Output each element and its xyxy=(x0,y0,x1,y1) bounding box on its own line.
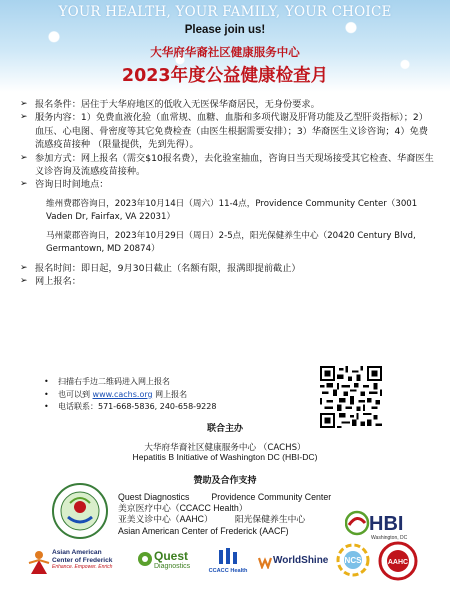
sponsors-heading: 赞助及合作支持 xyxy=(193,476,257,486)
worldshine-mark-icon xyxy=(258,555,272,569)
sponsor-quest: Quest Diagnostics xyxy=(118,492,190,502)
header-banner xyxy=(0,0,450,92)
scan-text: 扫描右手边二维码进入网上报名 xyxy=(58,377,170,386)
list-item xyxy=(118,503,368,514)
visit-suffix: 网上报名 xyxy=(155,389,188,399)
bullet-arrow-icon: ➢ xyxy=(20,262,28,273)
aacf-figure-icon xyxy=(28,550,50,576)
schedule-list xyxy=(46,198,434,256)
quest-mark-icon xyxy=(137,551,153,567)
hbi-wordmark: HBI xyxy=(369,513,404,535)
ccacc-mark-icon xyxy=(217,548,239,566)
bullet-arrow-icon: ➢ xyxy=(20,112,28,123)
phone-text: 电话联系：571-668-5836, 240-658-9228 xyxy=(58,402,217,411)
quest-sub: Diagnostics xyxy=(154,563,191,570)
org-name: 大华府华裔社区健康服务中心 xyxy=(150,45,300,59)
hbi-logo xyxy=(345,503,407,543)
bullet-dot-icon: • xyxy=(44,402,49,411)
services-text: 服务内容：1）免费血液化验（血常规、血糖、血脂和多项代谢及肝肾功能及乙型肝炎指标）；2）血压、心电图、骨密度等其它免费检查（由医生根据需要安排）；3）华裔医生义诊咨询；4）免费流感疫苗接种 （限量提供，先到先得）。 xyxy=(35,112,428,151)
quest-logo xyxy=(137,548,199,578)
aacf-line-2: Center of Frederick xyxy=(52,556,113,564)
eligibility-item xyxy=(20,98,434,111)
cohost-cachs: 大华府华裔社区健康服务中心 （CACHS） xyxy=(144,443,306,453)
cohost-hbi: Hepatitis B Initiative of Washington DC (HBI-DC) xyxy=(132,452,318,462)
participation-item xyxy=(20,152,434,179)
online-item xyxy=(20,275,434,288)
schedule-maryland: 马州蒙郡咨询日，2023年10月29日（周日）2-5点，阳光保健养生中心（20420 Century Blvd, Germantown, MD 20874） xyxy=(46,230,416,254)
website-link[interactable]: www.cachs.org xyxy=(92,389,153,399)
cohost-heading: 联合主办 xyxy=(206,424,243,434)
details-section xyxy=(20,98,434,289)
worldshine-logo xyxy=(258,552,330,572)
list-item xyxy=(118,514,368,525)
flyer-title: 2023年度公益健康检查月 xyxy=(121,66,329,86)
worldshine-word: WorldShine xyxy=(273,555,329,566)
ncs-logo xyxy=(336,543,370,577)
schedule-item xyxy=(20,178,434,191)
aacf-logo xyxy=(28,548,122,580)
bullet-arrow-icon: ➢ xyxy=(20,276,28,287)
quest-word: Quest xyxy=(154,549,189,563)
online-heading: 网上报名： xyxy=(35,276,81,288)
sponsor-ccacc: 美京医疗中心（CCACC Health） xyxy=(118,503,248,514)
list-item xyxy=(44,376,294,389)
sponsor-aacf: Asian American Center of Frederick (AACF) xyxy=(118,525,289,536)
sponsor-sunshine: 阳光保健养生中心 xyxy=(234,514,306,525)
aacf-line-1: Asian American xyxy=(52,549,102,556)
hbi-subtitle: Washington, DC xyxy=(371,535,407,541)
sponsors-list xyxy=(118,492,368,537)
list-item xyxy=(118,492,368,503)
list-item xyxy=(118,526,368,537)
qr-code-icon[interactable] xyxy=(320,366,382,428)
deadline-item xyxy=(20,262,434,275)
services-item xyxy=(20,111,434,151)
aahc-seal-logo xyxy=(378,541,418,581)
schedule-heading: 咨询日时间地点： xyxy=(35,179,109,191)
visit-prefix: 也可以到 xyxy=(58,389,90,399)
join-us-text: Please join us! xyxy=(184,24,266,36)
bullet-arrow-icon: ➢ xyxy=(20,152,28,163)
tagline: YOUR HEALTH, YOUR FAMILY, YOUR CHOICE xyxy=(58,4,392,20)
bullet-arrow-icon: ➢ xyxy=(20,99,28,109)
list-item xyxy=(44,401,294,414)
bullet-arrow-icon: ➢ xyxy=(20,179,28,190)
sponsor-providence: Providence Community Center xyxy=(211,492,332,502)
bullet-dot-icon: • xyxy=(44,377,49,386)
bullet-dot-icon: • xyxy=(44,389,49,399)
aahc-label: AAHC xyxy=(387,559,409,566)
deadline-text: 报名时间：即日起，9月30日截止（名额有限，报满即提前截止） xyxy=(35,262,301,274)
ccacc-label: CCACC Health xyxy=(208,568,248,574)
aacf-slogan: Enhance. Empower. Enrich xyxy=(52,564,113,570)
signup-list xyxy=(44,376,294,414)
eligibility-text: 报名条件：居住于大华府地区的低收入无医保华裔居民，无身份要求。 xyxy=(35,99,320,110)
ccacc-logo xyxy=(205,548,251,578)
schedule-virginia: 维州费郡咨询日，2023年10月14日（周六）11-4点，Providence Community Center（3001 Vaden Dr, Fairfax, VA 22031） xyxy=(46,198,418,222)
sponsor-aahc: 亚美义诊中心（AAHC） xyxy=(118,514,213,525)
list-item xyxy=(44,389,294,402)
participation-text: 参加方式：网上报名（需交$10报名费），去化验室抽血，咨询日当天现场接受其它检查、华裔医生义诊咨询及流感疫苗接种。 xyxy=(35,152,434,178)
cachs-seal-logo xyxy=(52,483,108,539)
ncs-label: NCS xyxy=(344,556,362,565)
